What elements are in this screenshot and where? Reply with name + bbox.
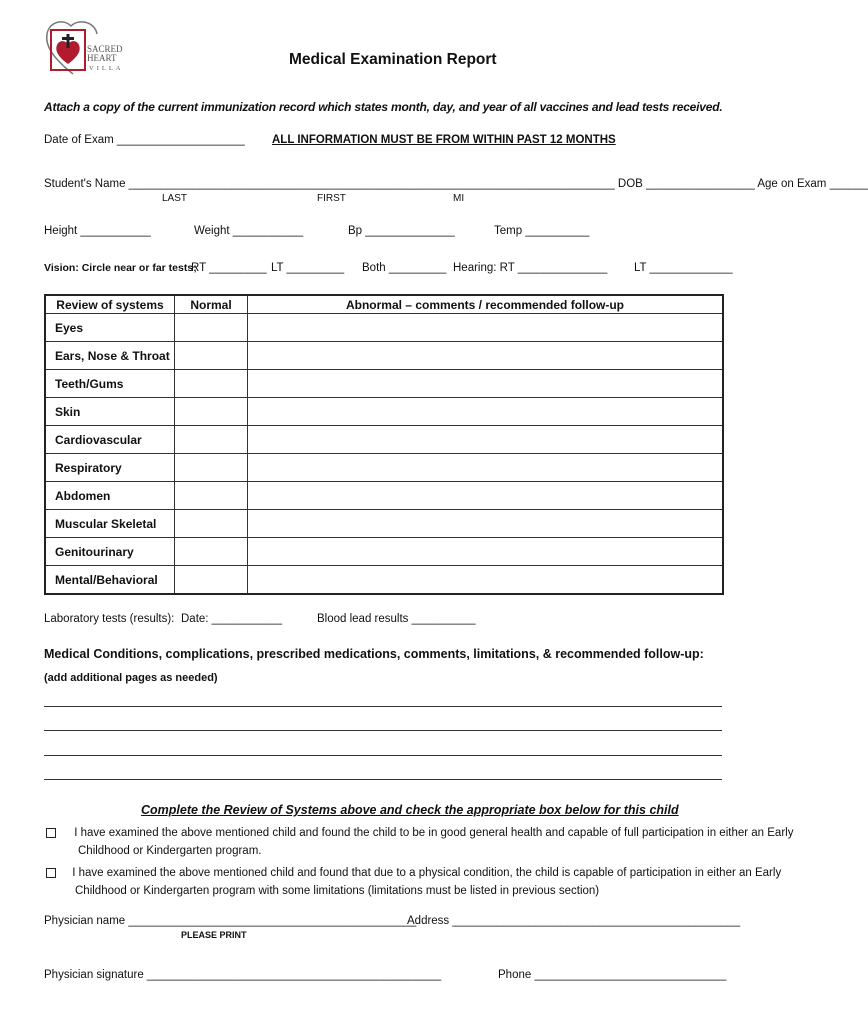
system-label: Skin: [45, 398, 175, 426]
immunization-instruction: Attach a copy of the current immunization record which states month, day, and year of all vaccines and lead tests received.: [44, 100, 723, 114]
system-label: Genitourinary: [45, 538, 175, 566]
option-limited-participation: [46, 867, 781, 879]
weight-field[interactable]: Weight ___________: [194, 225, 304, 237]
normal-cell[interactable]: [175, 398, 248, 426]
logo-line2: HEART: [87, 53, 117, 63]
table-row: [45, 510, 723, 538]
date-of-exam-field[interactable]: Date of Exam ____________________: [44, 134, 245, 146]
name-last-caption: LAST: [162, 193, 188, 204]
physician-phone-field[interactable]: Phone ______________________________: [498, 969, 727, 981]
table-header-row: [45, 295, 723, 314]
abnormal-comment-cell[interactable]: [248, 566, 724, 595]
physician-signature-field[interactable]: Physician signature ______________________________________________: [44, 969, 442, 981]
system-label: Mental/Behavioral: [45, 566, 175, 595]
abnormal-comment-cell[interactable]: [248, 426, 724, 454]
vision-label: Vision: Circle near or far tests;: [44, 262, 197, 274]
option-text-continued: Childhood or Kindergarten program with some limitations (limitations must be listed in previous section): [75, 885, 600, 897]
vision-lt-field[interactable]: LT _________: [271, 262, 345, 274]
vision-rt-field[interactable]: RT _________: [191, 262, 267, 274]
bp-field[interactable]: Bp ______________: [348, 225, 455, 237]
hearing-rt-field[interactable]: Hearing: RT ______________: [453, 262, 608, 274]
system-label: Cardiovascular: [45, 426, 175, 454]
option-text-continued: Childhood or Kindergarten program.: [78, 845, 262, 857]
blood-lead-field[interactable]: Blood lead results __________: [317, 613, 476, 625]
system-label: Muscular Skeletal: [45, 510, 175, 538]
abnormal-comment-cell[interactable]: [248, 454, 724, 482]
name-first-caption: FIRST: [317, 193, 346, 204]
lab-tests-label: Laboratory tests (results):: [44, 613, 175, 625]
normal-cell[interactable]: [175, 566, 248, 595]
normal-cell[interactable]: [175, 314, 248, 342]
conditions-line[interactable]: [44, 755, 722, 756]
normal-cell[interactable]: [175, 538, 248, 566]
lab-date-field[interactable]: Date: ___________: [181, 613, 283, 625]
header-normal: Normal: [175, 295, 248, 314]
logo-line3: VILLA: [89, 65, 124, 72]
complete-heading: Complete the Review of Systems above and check the appropriate box below for this child: [141, 803, 679, 817]
sacred-heart-villa-logo: [43, 16, 133, 78]
abnormal-comment-cell[interactable]: [248, 482, 724, 510]
limited-participation-checkbox[interactable]: [46, 868, 56, 878]
logo-line1: SACRED: [87, 44, 123, 54]
normal-cell[interactable]: [175, 370, 248, 398]
abnormal-comment-cell[interactable]: [248, 538, 724, 566]
hearing-lt-field[interactable]: LT _____________: [634, 262, 733, 274]
student-name-dob-age-field[interactable]: Student's Name ____________________________________________________________________________ DOB _________________ Age on Exam ______: [44, 178, 868, 190]
system-label: Abdomen: [45, 482, 175, 510]
abnormal-comment-cell[interactable]: [248, 314, 724, 342]
option-text: I have examined the above mentioned child and found the child to be in good general health and capable of full participation in either an Early: [74, 827, 794, 839]
physician-address-field[interactable]: Address _____________________________________________: [407, 915, 741, 927]
table-row: [45, 454, 723, 482]
abnormal-comment-cell[interactable]: [248, 370, 724, 398]
conditions-line[interactable]: [44, 730, 722, 731]
height-field[interactable]: Height ___________: [44, 225, 151, 237]
normal-cell[interactable]: [175, 454, 248, 482]
normal-cell[interactable]: [175, 342, 248, 370]
conditions-heading: Medical Conditions, complications, prescribed medications, comments, limitations, & recommended follow-up:: [44, 647, 704, 661]
conditions-note: (add additional pages as needed): [44, 672, 218, 684]
table-row: [45, 342, 723, 370]
system-label: Eyes: [45, 314, 175, 342]
system-label: Teeth/Gums: [45, 370, 175, 398]
table-row: [45, 566, 723, 595]
twelve-month-notice: ALL INFORMATION MUST BE FROM WITHIN PAST 12 MONTHS: [272, 134, 616, 146]
name-mi-caption: MI: [453, 193, 465, 204]
normal-cell[interactable]: [175, 482, 248, 510]
conditions-line[interactable]: [44, 706, 722, 707]
header-review-of-systems: Review of systems: [45, 295, 175, 314]
heart-cross-logo-icon: [43, 16, 133, 78]
table-row: [45, 314, 723, 342]
option-full-participation: [46, 827, 793, 839]
temp-field[interactable]: Temp __________: [494, 225, 590, 237]
normal-cell[interactable]: [175, 426, 248, 454]
physician-name-field[interactable]: Physician name _____________________________________________: [44, 915, 417, 927]
table-row: [45, 370, 723, 398]
conditions-line[interactable]: [44, 779, 722, 780]
table-row: [45, 538, 723, 566]
review-of-systems-table: [44, 294, 724, 595]
system-label: Respiratory: [45, 454, 175, 482]
abnormal-comment-cell[interactable]: [248, 398, 724, 426]
table-row: [45, 398, 723, 426]
abnormal-comment-cell[interactable]: [248, 342, 724, 370]
please-print-caption: PLEASE PRINT: [181, 930, 247, 940]
full-participation-checkbox[interactable]: [46, 828, 56, 838]
header-abnormal: Abnormal – comments / recommended follow-up: [248, 295, 724, 314]
page-title: Medical Examination Report: [289, 51, 497, 68]
table-row: [45, 482, 723, 510]
option-text: I have examined the above mentioned child and found that due to a physical condition, the child is capable of participation in either an Early: [72, 867, 782, 879]
abnormal-comment-cell[interactable]: [248, 510, 724, 538]
normal-cell[interactable]: [175, 510, 248, 538]
table-row: [45, 426, 723, 454]
vision-both-field[interactable]: Both _________: [362, 262, 447, 274]
system-label: Ears, Nose & Throat: [45, 342, 175, 370]
